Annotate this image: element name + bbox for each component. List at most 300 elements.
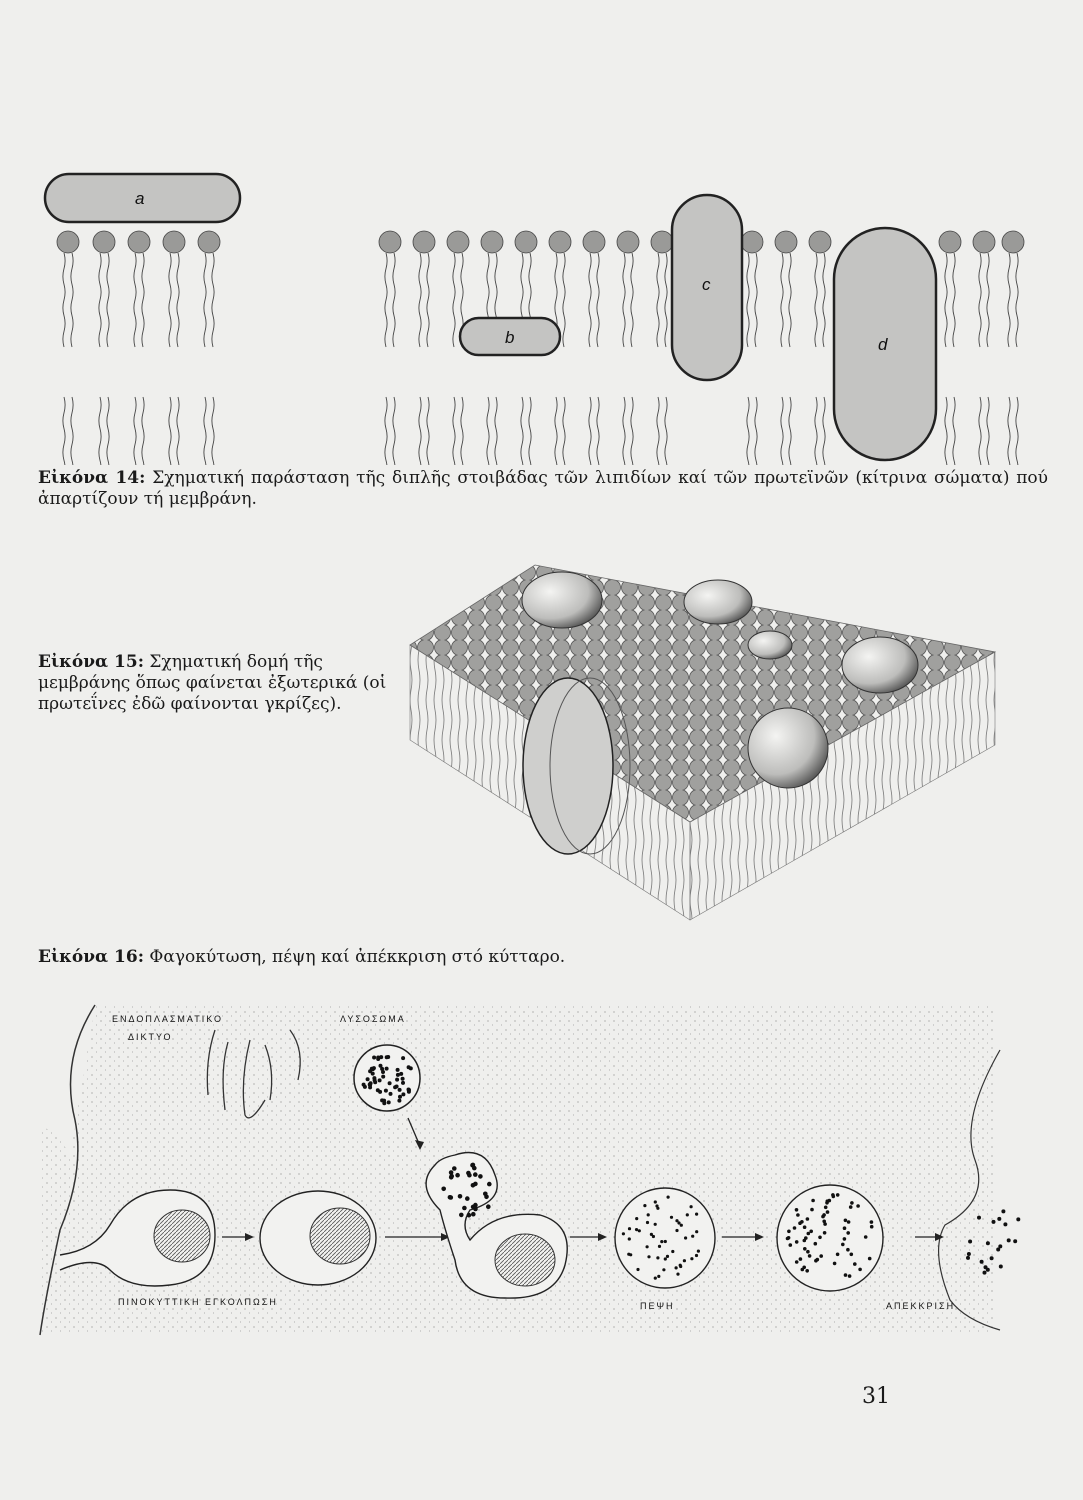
- granule: [695, 1213, 698, 1216]
- granule: [690, 1205, 693, 1208]
- lipid-tail: [823, 397, 825, 465]
- granule: [999, 1265, 1003, 1269]
- figure-14-caption-label: Εἰκόνα 14:: [38, 468, 146, 488]
- figure-14-caption: [38, 468, 1048, 510]
- lipid-head-outer: [973, 231, 995, 253]
- lipid-tail: [142, 253, 144, 347]
- granule: [370, 1067, 374, 1071]
- lipid-head-outer: [163, 231, 185, 253]
- granule: [967, 1252, 971, 1256]
- granule: [467, 1173, 472, 1178]
- granule: [646, 1245, 649, 1248]
- granule: [868, 1257, 872, 1261]
- granule: [384, 1089, 388, 1093]
- lipid-tail: [589, 397, 591, 465]
- membrane-protein-5: [748, 708, 828, 788]
- figure-16-caption: [38, 947, 838, 968]
- granule: [984, 1265, 988, 1269]
- lipid-head-outer: [515, 231, 537, 253]
- protein-d-label: d: [878, 335, 888, 354]
- granule: [803, 1239, 807, 1243]
- lipid-tail: [393, 397, 395, 465]
- granule: [458, 1194, 463, 1199]
- granule: [819, 1254, 823, 1258]
- lipid-tail: [453, 253, 455, 347]
- lipid-tail: [427, 253, 429, 347]
- granule: [806, 1217, 810, 1221]
- granule: [647, 1213, 650, 1216]
- lipid-tail: [1008, 397, 1010, 465]
- protein-b-label: b: [505, 328, 515, 347]
- granule: [473, 1182, 478, 1187]
- granule: [858, 1268, 862, 1272]
- lipid-head-outer: [57, 231, 79, 253]
- figure-15-membrane-3d-illustration: [400, 550, 1010, 930]
- granule: [690, 1257, 693, 1260]
- lipid-tail: [631, 397, 633, 465]
- granule: [622, 1232, 625, 1235]
- lipid-head-outer: [1002, 231, 1024, 253]
- granule: [799, 1257, 803, 1261]
- lipid-head-outer: [809, 231, 831, 253]
- granule: [814, 1242, 818, 1246]
- granule: [1003, 1222, 1007, 1226]
- granule: [856, 1204, 860, 1208]
- lipid-tail: [987, 253, 989, 347]
- figure-16-phagocytosis-diagram: [0, 1000, 1083, 1345]
- granule: [795, 1260, 799, 1264]
- membrane-protein-2: [684, 580, 752, 624]
- lipid-tail: [529, 397, 531, 465]
- granule: [808, 1254, 812, 1258]
- lipid-tail: [204, 253, 206, 347]
- lipid-tail: [563, 253, 565, 347]
- granule: [654, 1223, 657, 1226]
- lipid-tail: [134, 253, 136, 347]
- granule: [977, 1216, 981, 1220]
- granule: [675, 1229, 678, 1232]
- protein-b: [460, 318, 560, 355]
- granule: [407, 1065, 411, 1069]
- membrane-protein-4: [842, 637, 918, 693]
- lipid-tail: [823, 253, 825, 347]
- granule: [823, 1231, 827, 1235]
- protein-d: [834, 228, 936, 460]
- granule: [636, 1268, 639, 1271]
- granule: [803, 1247, 807, 1251]
- granule: [686, 1213, 689, 1216]
- lipid-tail: [521, 397, 523, 465]
- lipid-tail: [657, 253, 659, 347]
- granule: [484, 1195, 489, 1200]
- granule: [695, 1230, 698, 1233]
- granule: [441, 1187, 446, 1192]
- lipid-head-outer: [413, 231, 435, 253]
- granule: [635, 1228, 638, 1231]
- pinocytosis-label: ΠΙΝΟΚΥΤΤΙΚΗ ΕΓΚΟΛΠΩΣΗ: [118, 1297, 278, 1307]
- lipid-tail: [953, 397, 955, 465]
- granule: [389, 1092, 393, 1096]
- er-label-line1: ΕΝΔΟΠΛΑΣΜΑΤΙΚΟ: [112, 1014, 223, 1024]
- granule: [818, 1236, 822, 1240]
- granule: [968, 1240, 972, 1244]
- granule: [395, 1078, 399, 1082]
- granule: [822, 1220, 826, 1224]
- lipid-tail: [597, 397, 599, 465]
- lipid-tail: [487, 397, 489, 465]
- granule: [787, 1236, 791, 1240]
- lipid-tail: [71, 397, 73, 465]
- lysosome-label: ΛΥΣΟΣΩΜΑ: [340, 1014, 406, 1024]
- granule: [864, 1235, 868, 1239]
- granule: [809, 1230, 813, 1234]
- granule: [997, 1217, 1001, 1221]
- protein-c: [672, 195, 742, 380]
- lipid-tail: [63, 397, 65, 465]
- granule: [666, 1255, 669, 1258]
- lipid-tail: [419, 253, 421, 347]
- lipid-tail: [134, 397, 136, 465]
- granule: [654, 1200, 657, 1203]
- excretion-label: ΑΠΕΚΚΡΙΣΗ: [886, 1301, 956, 1311]
- granule: [680, 1224, 683, 1227]
- granule: [850, 1253, 854, 1257]
- granule: [846, 1231, 850, 1235]
- granule: [793, 1226, 797, 1230]
- granule: [378, 1090, 382, 1094]
- figure-14-lipid-bilayer-diagram: [0, 160, 1083, 465]
- granule: [452, 1166, 457, 1171]
- protein-a-label: a: [135, 189, 145, 208]
- phagosome-content: [310, 1208, 370, 1264]
- lipid-tail: [107, 397, 109, 465]
- granule: [371, 1072, 375, 1076]
- granule: [966, 1256, 970, 1260]
- granule: [467, 1213, 472, 1218]
- granule: [847, 1220, 851, 1224]
- lipid-tail: [385, 253, 387, 347]
- granule: [393, 1085, 397, 1089]
- granule: [990, 1256, 994, 1260]
- lipid-tail: [631, 253, 633, 347]
- lipid-tail: [204, 397, 206, 465]
- figure-14-caption-text: Σχηματική παράσταση τῆς διπλῆς στοιβάδας τῶν λιπιδίων καί τῶν πρωτεϊνῶν (κίτρινα σώματα) πού ἀπαρτίζουν τή μεμβράνη.: [38, 468, 1048, 509]
- granule: [396, 1068, 400, 1072]
- granule: [798, 1221, 802, 1225]
- granule: [399, 1072, 403, 1076]
- granule: [1013, 1239, 1017, 1243]
- granule: [697, 1250, 700, 1253]
- lipid-tail: [555, 397, 557, 465]
- granule: [826, 1210, 830, 1214]
- figure-16-caption-text: Φαγοκύτωση, πέψη καί ἀπέκκριση στό κύτταρο.: [149, 947, 566, 967]
- granule: [691, 1235, 694, 1238]
- lipid-tail: [755, 253, 757, 347]
- lipid-tail: [815, 397, 817, 465]
- lipid-tail: [393, 253, 395, 347]
- granule: [664, 1257, 667, 1260]
- lipid-tail: [71, 253, 73, 347]
- page-number: 31: [862, 1384, 890, 1409]
- lipid-tail: [789, 397, 791, 465]
- granule: [816, 1258, 820, 1262]
- lipid-tail: [142, 397, 144, 465]
- membrane-protein-1: [522, 572, 602, 628]
- granule: [379, 1055, 383, 1059]
- granule: [459, 1213, 464, 1218]
- granule: [824, 1206, 828, 1210]
- granule: [660, 1240, 663, 1243]
- granule: [382, 1101, 386, 1105]
- lipid-tail: [177, 253, 179, 347]
- lipid-tail: [747, 397, 749, 465]
- lipid-head-outer: [741, 231, 763, 253]
- granule: [401, 1056, 405, 1060]
- lipid-tail: [623, 253, 625, 347]
- granule: [462, 1206, 467, 1211]
- lipid-tail: [212, 253, 214, 347]
- granule: [372, 1056, 376, 1060]
- lipid-tail: [212, 397, 214, 465]
- lipid-tail: [563, 397, 565, 465]
- granule: [664, 1240, 667, 1243]
- granule: [980, 1260, 984, 1264]
- lipid-tail: [657, 397, 659, 465]
- granule: [796, 1213, 800, 1217]
- granule: [841, 1243, 845, 1247]
- lipid-head-outer: [939, 231, 961, 253]
- granule: [992, 1220, 996, 1224]
- granule: [379, 1064, 383, 1068]
- lipid-tail: [1008, 253, 1010, 347]
- granule: [388, 1081, 392, 1085]
- lipid-tail: [979, 397, 981, 465]
- granule: [850, 1201, 854, 1205]
- granule: [836, 1193, 840, 1197]
- figure-15-caption: [38, 652, 388, 715]
- granule: [795, 1240, 799, 1244]
- granule: [848, 1274, 852, 1278]
- lipid-head-outer: [651, 231, 673, 253]
- lipid-head-outer: [549, 231, 571, 253]
- granule: [369, 1081, 373, 1085]
- granule: [679, 1265, 682, 1268]
- granule: [1016, 1217, 1020, 1221]
- granule: [831, 1193, 835, 1197]
- granule: [387, 1100, 391, 1104]
- granule: [647, 1255, 650, 1258]
- granule: [628, 1237, 631, 1240]
- figure-15-caption-text: Σχηματική δομή τῆς μεμβράνης ὅπως φαίνεται ἐξωτερικά (οἱ πρωτεΐνες ἐδῶ φαίνονται γκρίζες).: [38, 652, 387, 714]
- lipid-tail: [815, 253, 817, 347]
- lipid-tail: [1016, 253, 1018, 347]
- granule: [998, 1244, 1002, 1248]
- granule: [844, 1273, 848, 1277]
- protein-c-label: c: [702, 275, 711, 294]
- granule: [465, 1196, 470, 1201]
- lipid-tail: [63, 253, 65, 347]
- lipid-head-outer: [93, 231, 115, 253]
- granule: [846, 1248, 850, 1252]
- granule: [983, 1271, 987, 1275]
- lipid-tail: [495, 397, 497, 465]
- granule: [487, 1182, 492, 1187]
- lipid-tail: [945, 397, 947, 465]
- granule: [811, 1199, 815, 1203]
- granule: [853, 1262, 857, 1266]
- granule: [656, 1207, 659, 1210]
- fusion-content: [495, 1234, 555, 1286]
- lipid-tail: [99, 253, 101, 347]
- lipid-tail: [789, 253, 791, 347]
- lipid-tail: [419, 397, 421, 465]
- granule: [803, 1225, 807, 1229]
- lipid-tail: [781, 253, 783, 347]
- granule: [449, 1195, 454, 1200]
- granule: [833, 1262, 837, 1266]
- granule: [362, 1083, 366, 1087]
- granule: [643, 1204, 646, 1207]
- lipid-head-outer: [447, 231, 469, 253]
- lipid-head-outer: [481, 231, 503, 253]
- granule: [801, 1268, 805, 1272]
- granule: [667, 1196, 670, 1199]
- granule: [695, 1254, 698, 1257]
- lipid-tail: [107, 253, 109, 347]
- lipid-tail: [755, 397, 757, 465]
- granule: [1001, 1209, 1005, 1213]
- lipid-tail: [987, 397, 989, 465]
- granule: [986, 1241, 990, 1245]
- lipid-tail: [953, 253, 955, 347]
- granule: [843, 1237, 847, 1241]
- granule: [658, 1245, 661, 1248]
- lipid-tail: [169, 253, 171, 347]
- granule: [486, 1204, 491, 1209]
- granule: [657, 1275, 660, 1278]
- granule: [378, 1078, 382, 1082]
- granule: [654, 1277, 657, 1280]
- granule: [870, 1225, 874, 1229]
- granule: [849, 1205, 853, 1209]
- granule: [471, 1205, 476, 1210]
- bilayer-left: [57, 231, 220, 465]
- protein-a: [45, 174, 240, 222]
- lipid-head-outer: [583, 231, 605, 253]
- lipid-tail: [1016, 397, 1018, 465]
- granule: [805, 1269, 809, 1273]
- lipid-head-outer: [128, 231, 150, 253]
- granule: [652, 1235, 655, 1238]
- lipid-tail: [385, 397, 387, 465]
- lipid-tail: [623, 397, 625, 465]
- granule: [398, 1095, 402, 1099]
- granule: [635, 1217, 638, 1220]
- granule: [683, 1259, 686, 1262]
- pinocytic-vesicle-content: [154, 1210, 210, 1262]
- granule: [870, 1220, 874, 1224]
- granule: [449, 1174, 454, 1179]
- granule: [825, 1201, 829, 1205]
- lipid-head-outer: [617, 231, 639, 253]
- granule: [844, 1219, 848, 1223]
- granule: [684, 1236, 687, 1239]
- granule: [787, 1230, 791, 1234]
- granule: [670, 1216, 673, 1219]
- granule: [675, 1266, 678, 1269]
- figure-15-caption-label: Εἰκόνα 15:: [38, 652, 144, 672]
- lipid-tail: [781, 397, 783, 465]
- lipid-tail: [597, 253, 599, 347]
- granule: [628, 1227, 631, 1230]
- lipid-tail: [665, 397, 667, 465]
- granule: [656, 1256, 659, 1259]
- lipid-head-outer: [775, 231, 797, 253]
- granule: [662, 1268, 665, 1271]
- granule: [401, 1092, 405, 1096]
- lipid-tail: [453, 397, 455, 465]
- granule: [843, 1226, 847, 1230]
- granule: [471, 1212, 476, 1217]
- granule: [478, 1174, 483, 1179]
- granule: [385, 1055, 389, 1059]
- granule: [407, 1090, 411, 1094]
- granule: [373, 1078, 377, 1082]
- granule: [795, 1208, 799, 1212]
- granule: [836, 1253, 840, 1257]
- granule: [385, 1067, 389, 1071]
- granule: [822, 1213, 826, 1217]
- lysosome: [354, 1045, 420, 1111]
- lipid-tail: [589, 253, 591, 347]
- er-label-line2: ΔΙΚΤΥΟ: [128, 1032, 173, 1042]
- lipid-tail: [99, 397, 101, 465]
- lipid-tail: [979, 253, 981, 347]
- granule: [671, 1250, 674, 1253]
- lipid-tail: [177, 397, 179, 465]
- lipid-head-outer: [379, 231, 401, 253]
- lipid-head-outer: [198, 231, 220, 253]
- granule: [646, 1221, 649, 1224]
- granule: [638, 1229, 641, 1232]
- granule: [473, 1172, 478, 1177]
- granule: [471, 1163, 476, 1168]
- granule: [366, 1077, 370, 1081]
- granule: [807, 1232, 811, 1236]
- granule: [789, 1243, 793, 1247]
- granule: [810, 1208, 814, 1212]
- figure-16-caption-label: Εἰκόνα 16:: [38, 947, 144, 967]
- granule: [398, 1088, 402, 1092]
- granule: [397, 1099, 401, 1103]
- granule: [806, 1250, 810, 1254]
- membrane-protein-3: [748, 631, 792, 659]
- digestion-label: ΠΕΨΗ: [640, 1301, 675, 1311]
- lipid-tail: [945, 253, 947, 347]
- lipid-tail: [665, 253, 667, 347]
- granule: [676, 1273, 679, 1276]
- lipid-tail: [169, 397, 171, 465]
- lipid-tail: [747, 253, 749, 347]
- granule: [629, 1253, 632, 1256]
- granule: [381, 1075, 385, 1079]
- granule: [401, 1077, 405, 1081]
- granule: [401, 1081, 405, 1085]
- lipid-tail: [427, 397, 429, 465]
- granule: [1007, 1238, 1011, 1242]
- membrane-protein-6-large: [523, 678, 613, 854]
- granule: [455, 1173, 460, 1178]
